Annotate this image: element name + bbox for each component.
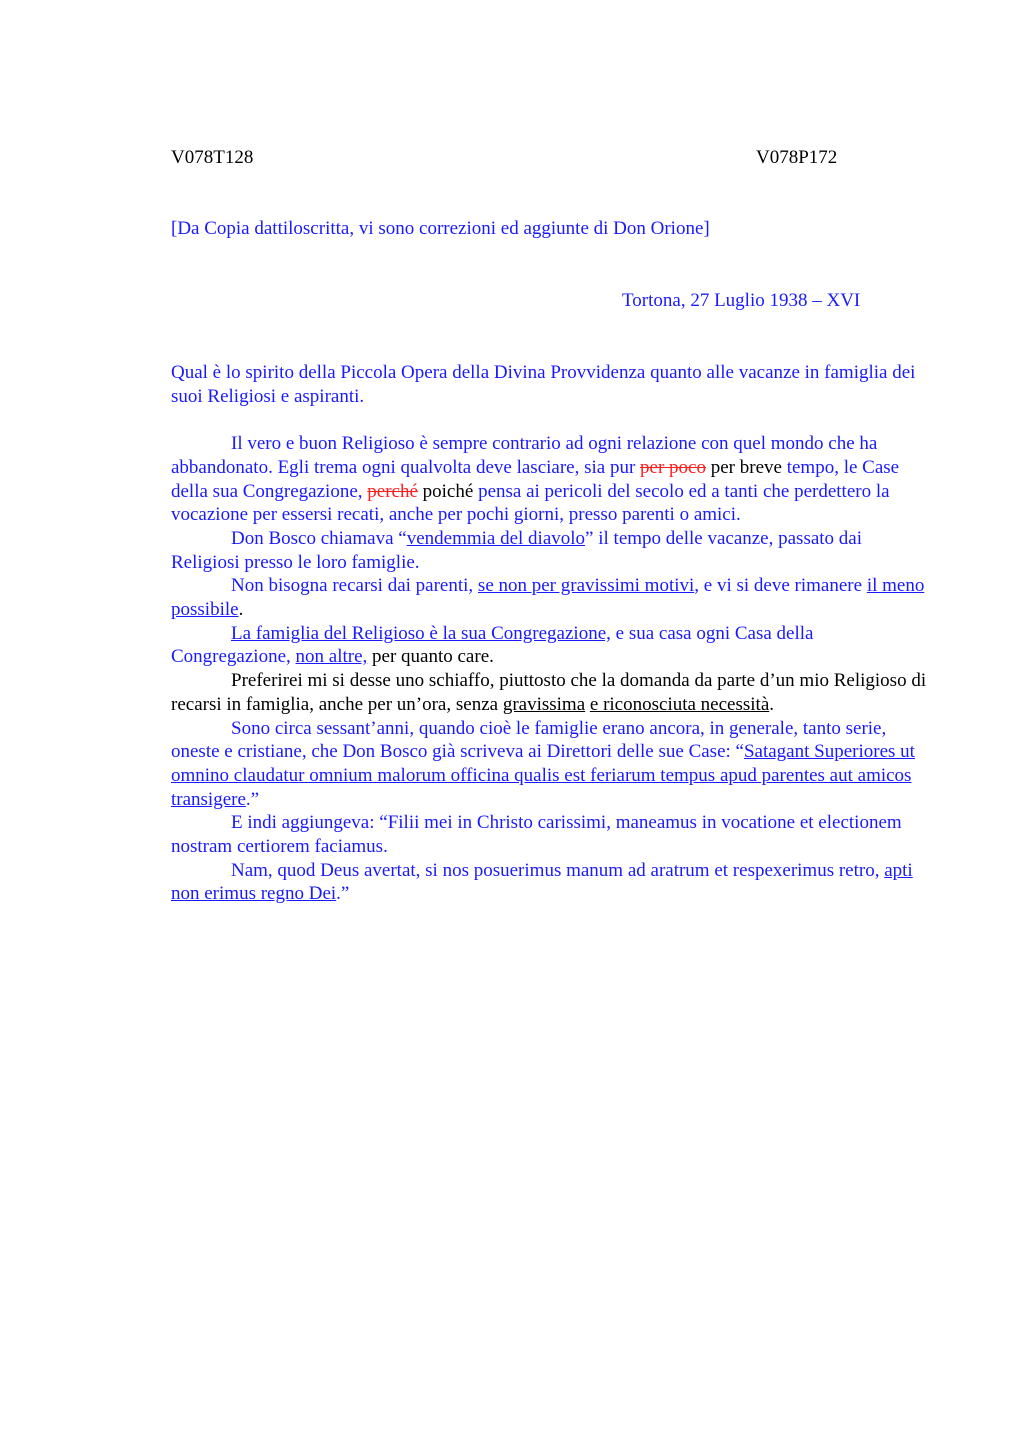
- document-code-right: V078P172: [756, 147, 838, 168]
- underlined-text: se non per gravissimi motivi: [477, 575, 695, 597]
- text-segment: Sono circa sessant’anni, quando cioè le famiglie erano ancora, in generale, tanto serie, oneste e cristiane, che Don Bosco già scriveva ai Direttori delle sue Case: “: [171, 717, 887, 763]
- underlined-text: gravissima: [502, 693, 586, 715]
- text-segment: ” il tempo delle vacanze, passato dai Religiosi presso le loro famiglie.: [171, 527, 863, 573]
- dateline: Tortona, 27 Luglio 1938 – XVI: [622, 290, 861, 311]
- text-segment: Preferirei mi si desse uno schiaffo, piuttosto che la domanda da parte d’un mio Religioso di recarsi in famiglia, anche per un’ora, senza: [171, 670, 927, 715]
- text-segment: per quanto care.: [367, 646, 494, 668]
- deleted-text: perché: [367, 480, 418, 502]
- paragraph-3: [171, 574, 931, 621]
- text-segment: tempo, le Case della sua Congregazione,: [171, 456, 900, 502]
- paragraph-4: [171, 622, 931, 669]
- text-segment: e sua casa ogni Casa della Congregazione,: [171, 622, 814, 668]
- text-segment: pensa ai pericoli del secolo ed a tanti che perdettero la vocazione per essersi recati, anche per pochi giorni, presso parenti o amici.: [171, 480, 890, 526]
- underlined-text: Satagant Superiores ut omnino claudatur omnium malorum officina qualis est feriarum tempus apud parentes aut amicos transigere: [171, 741, 915, 810]
- text-segment: .: [238, 599, 244, 621]
- text-segment: .: [769, 693, 775, 715]
- deleted-text: per poco: [640, 456, 706, 478]
- text-segment: .”: [336, 883, 350, 905]
- editorial-note: [Da Copia dattiloscritta, vi sono correzioni ed aggiunte di Don Orione]: [171, 218, 710, 239]
- text-segment: .”: [245, 788, 260, 810]
- paragraph-7: E indi aggiungeva: “Filii mei in Christo carissimi, maneamus in vocatione et electionem nostram certiorem faciamus.: [171, 812, 902, 858]
- underlined-text: non altre,: [295, 646, 368, 668]
- paragraph-5: [171, 669, 931, 716]
- underlined-text: e riconosciuta necessità: [589, 693, 770, 715]
- inserted-text: poiché: [417, 480, 474, 502]
- text-segment: Non bisogna recarsi dai parenti,: [231, 575, 478, 597]
- underlined-text: La famiglia del Religioso è la sua Congregazione,: [231, 622, 611, 644]
- paragraph-1: [171, 432, 931, 527]
- underlined-text: apti non erimus regno Dei: [171, 859, 913, 905]
- underlined-text: il meno possibile: [171, 575, 925, 621]
- text-segment: Nam, quod Deus avertat, si nos posuerimus manum ad aratrum et respexerimus retro,: [231, 859, 885, 881]
- text-segment: Don Bosco chiamava “: [231, 527, 407, 549]
- underlined-text: vendemmia del diavolo: [406, 527, 586, 549]
- paragraph-8: [171, 859, 931, 906]
- text-segment: Il vero e buon Religioso è sempre contrario ad ogni relazione con quel mondo che ha abbandonato. Egli trema ogni qualvolta deve lasciare, sia pur: [171, 433, 878, 478]
- document-code-left: V078T128: [171, 147, 254, 168]
- text-segment: , e vi si deve rimanere: [694, 575, 867, 597]
- letter-title: Qual è lo spirito della Piccola Opera della Divina Provvidenza quanto alle vacanze in famiglia dei suoi Religiosi e aspiranti.: [171, 362, 916, 407]
- inserted-text: per breve: [706, 456, 782, 478]
- letter-body: [171, 361, 931, 906]
- paragraph-6: [171, 717, 931, 812]
- paragraph-2: [171, 527, 931, 574]
